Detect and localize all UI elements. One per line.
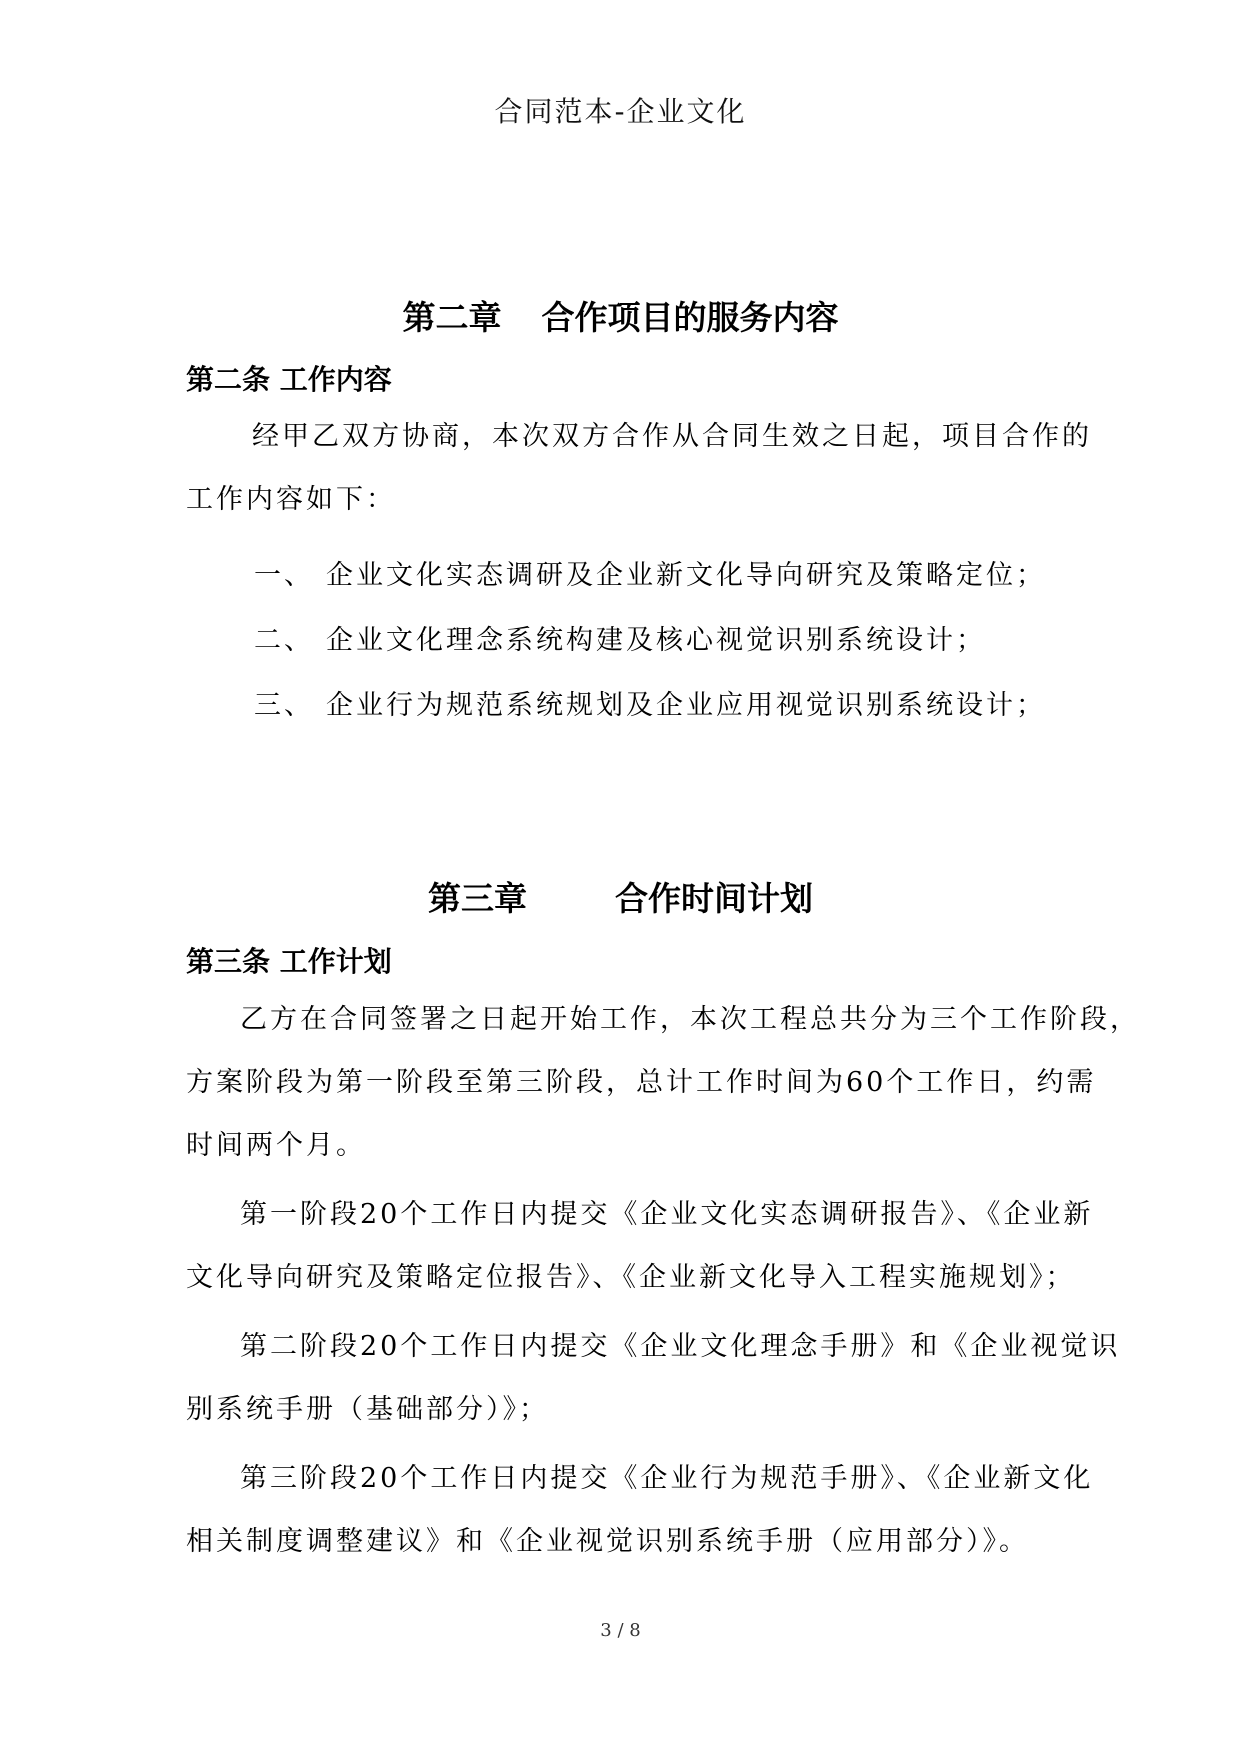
chapter-2-heading: 合作项目的服务内容 bbox=[541, 298, 839, 337]
intro-line-1: 经甲乙双方协商，本次双方合作从合同生效之日起，项目合作的 bbox=[252, 421, 1092, 452]
p3-line-2: 别系统手册（基础部分）》； bbox=[186, 1394, 549, 1425]
p1-line-2: 方案阶段为第一阶段至第三阶段，总计工作时间为60个工作日，约需 bbox=[186, 1067, 1097, 1098]
list-item-number: 二、 bbox=[254, 625, 314, 656]
list-item-number: 三、 bbox=[254, 690, 314, 721]
intro-line-2: 工作内容如下： bbox=[186, 484, 396, 515]
p4-line-1: 第三阶段20个工作日内提交《企业行为规范手册》、《企业新文化 bbox=[240, 1463, 1094, 1494]
list-item bbox=[254, 683, 1046, 722]
article-3-paragraph-2 bbox=[186, 1183, 1094, 1309]
list-item-text: 企业文化理念系统构建及核心视觉识别系统设计； bbox=[326, 625, 986, 656]
p3-line-1: 第二阶段20个工作日内提交《企业文化理念手册》和《企业视觉识 bbox=[240, 1331, 1121, 1362]
article-2-title: 第二条 工作内容 bbox=[186, 363, 392, 396]
list-item-text: 企业文化实态调研及企业新文化导向研究及策略定位； bbox=[326, 560, 1046, 591]
article-3-title: 第三条 工作计划 bbox=[186, 945, 392, 978]
chapter-3-number: 第三章 bbox=[428, 879, 527, 918]
p2-line-2: 文化导向研究及策略定位报告》、《企业新文化导入工程实施规划》； bbox=[186, 1262, 1076, 1293]
article-3-paragraph-4 bbox=[186, 1447, 1094, 1573]
chapter-2-title bbox=[0, 292, 1241, 339]
p2-line-1: 第一阶段20个工作日内提交《企业文化实态调研报告》、《企业新 bbox=[240, 1199, 1094, 1230]
list-item bbox=[254, 553, 1046, 592]
article-3-paragraph-3 bbox=[186, 1315, 1121, 1441]
list-item bbox=[254, 618, 986, 657]
article-3-paragraph-1 bbox=[186, 988, 1140, 1177]
p4-line-2: 相关制度调整建议》和《企业视觉识别系统手册（应用部分）》。 bbox=[186, 1526, 1029, 1557]
page-number: 3 / 8 bbox=[600, 1620, 641, 1641]
chapter-2-number: 第二章 bbox=[402, 298, 502, 337]
p1-line-3: 时间两个月。 bbox=[186, 1130, 366, 1161]
list-item-text: 企业行为规范系统规划及企业应用视觉识别系统设计； bbox=[326, 690, 1046, 721]
article-2-intro bbox=[186, 405, 1092, 531]
chapter-3-heading: 合作时间计划 bbox=[615, 879, 813, 918]
list-item-number: 一、 bbox=[254, 560, 314, 591]
chapter-3-title bbox=[0, 873, 1241, 920]
p1-line-1: 乙方在合同签署之日起开始工作，本次工程总共分为三个工作阶段， bbox=[240, 1004, 1140, 1035]
page-header: 合同范本-企业文化 bbox=[494, 95, 747, 128]
